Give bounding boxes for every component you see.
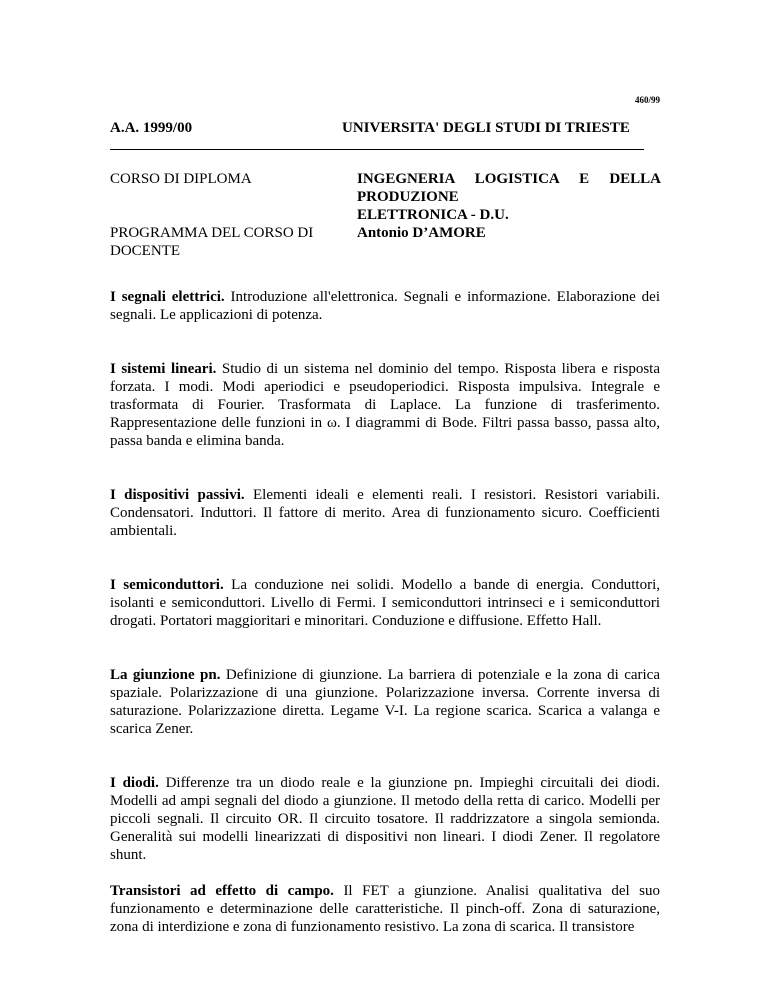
program-label-line2: DOCENTE [110,243,180,259]
section-title: La giunzione pn. [110,667,221,683]
section-title: I segnali elettrici. [110,289,225,305]
teacher-value: Antonio D’AMORE [357,225,486,241]
section-text: Elementi ideali e elementi reali. I resistori. Resistori variabili. Condensatori. Induttori. Il fattore di merito. Area di funzionamento sicuro. Coefficienti ambientali. [110,487,660,539]
document-id: 460/99 [634,95,660,105]
section-text: Differenze tra un diodo reale e la giunzione pn. Impieghi circuitali dei diodi. Modelli ad ampi segnali del diodo a giunzione. Il metodo della retta di carico. Modelli per piccoli segnali. Il circuito OR. Il circuito tosatore. Il raddrizzatore a singola semionda. Generalità sui modelli linearizzati di dispositivi non lineari. I diodi Zener. Il regolatore shunt. [110,775,661,863]
section-text: La conduzione nei solidi. Modello a bande di energia. Conduttori, isolanti e semiconduttori. Livello di Fermi. I semiconduttori intrinseci e i semiconduttori drogati. Portatori maggioritari e minoritari. Conduzione e diffusione. Effetto Hall. [110,577,661,629]
section-diodi [110,774,660,864]
section-text: Il FET a giunzione. Analisi qualitativa del suo funzionamento e determinazione delle caratteristiche. Il pinch-off. Zona di saturazione, zona di interdizione e zona di funzionamento resistivo. La zona di scarica. Il transistore [110,883,661,935]
section-dispositivi-passivi [110,486,660,540]
section-title: I diodi. [110,775,159,791]
section-title: Transistori ad effetto di campo. [110,883,334,899]
program-label-line1: PROGRAMMA DEL CORSO DI [110,225,314,241]
section-title: I sistemi lineari. [110,361,217,377]
document-header [110,120,660,140]
info-labels [110,170,340,260]
info-values [357,170,661,242]
header-divider [110,149,644,150]
section-text: Introduzione all'elettronica. Segnali e informazione. Elaborazione dei segnali. Le applicazioni di potenza. [110,289,660,323]
section-sistemi-lineari [110,360,660,450]
section-title: I dispositivi passivi. [110,487,245,503]
section-text: Definizione di giunzione. La barriera di potenziale e la zona di carica spaziale. Polarizzazione di una giunzione. Polarizzazione inversa. Corrente inversa di saturazione. Polarizzazione diretta. Legame V-I. La regione scarica. Scarica a valanga e scarica Zener. [110,667,661,737]
course-value-line1: INGEGNERIA LOGISTICA E DELLA [357,171,661,187]
academic-year: A.A. 1999/00 [110,120,193,136]
course-value-line2: PRODUZIONE [357,189,459,205]
section-text: Studio di un sistema nel dominio del tempo. Risposta libera e risposta forzata. I modi. Modi aperiodici e pseudoperiodici. Risposta impulsiva. Integrale e trasformata di Fourier. Trasformata di Laplace. La funzione di trasferimento. Rappresentazione delle funzioni in ω. I diagrammi di Bode. Filtri passa basso, passa alto, passa banda e elimina banda. [110,361,661,449]
university-name: UNIVERSITA' DEGLI STUDI DI TRIESTE [342,120,630,136]
section-giunzione-pn [110,666,660,738]
course-label: CORSO DI DIPLOMA [110,171,252,187]
section-segnali [110,288,660,324]
section-transistori-fet [110,882,660,936]
program-value: ELETTRONICA - D.U. [357,207,509,223]
section-title: I semiconduttori. [110,577,224,593]
section-semiconduttori [110,576,660,630]
program-content [110,288,660,936]
